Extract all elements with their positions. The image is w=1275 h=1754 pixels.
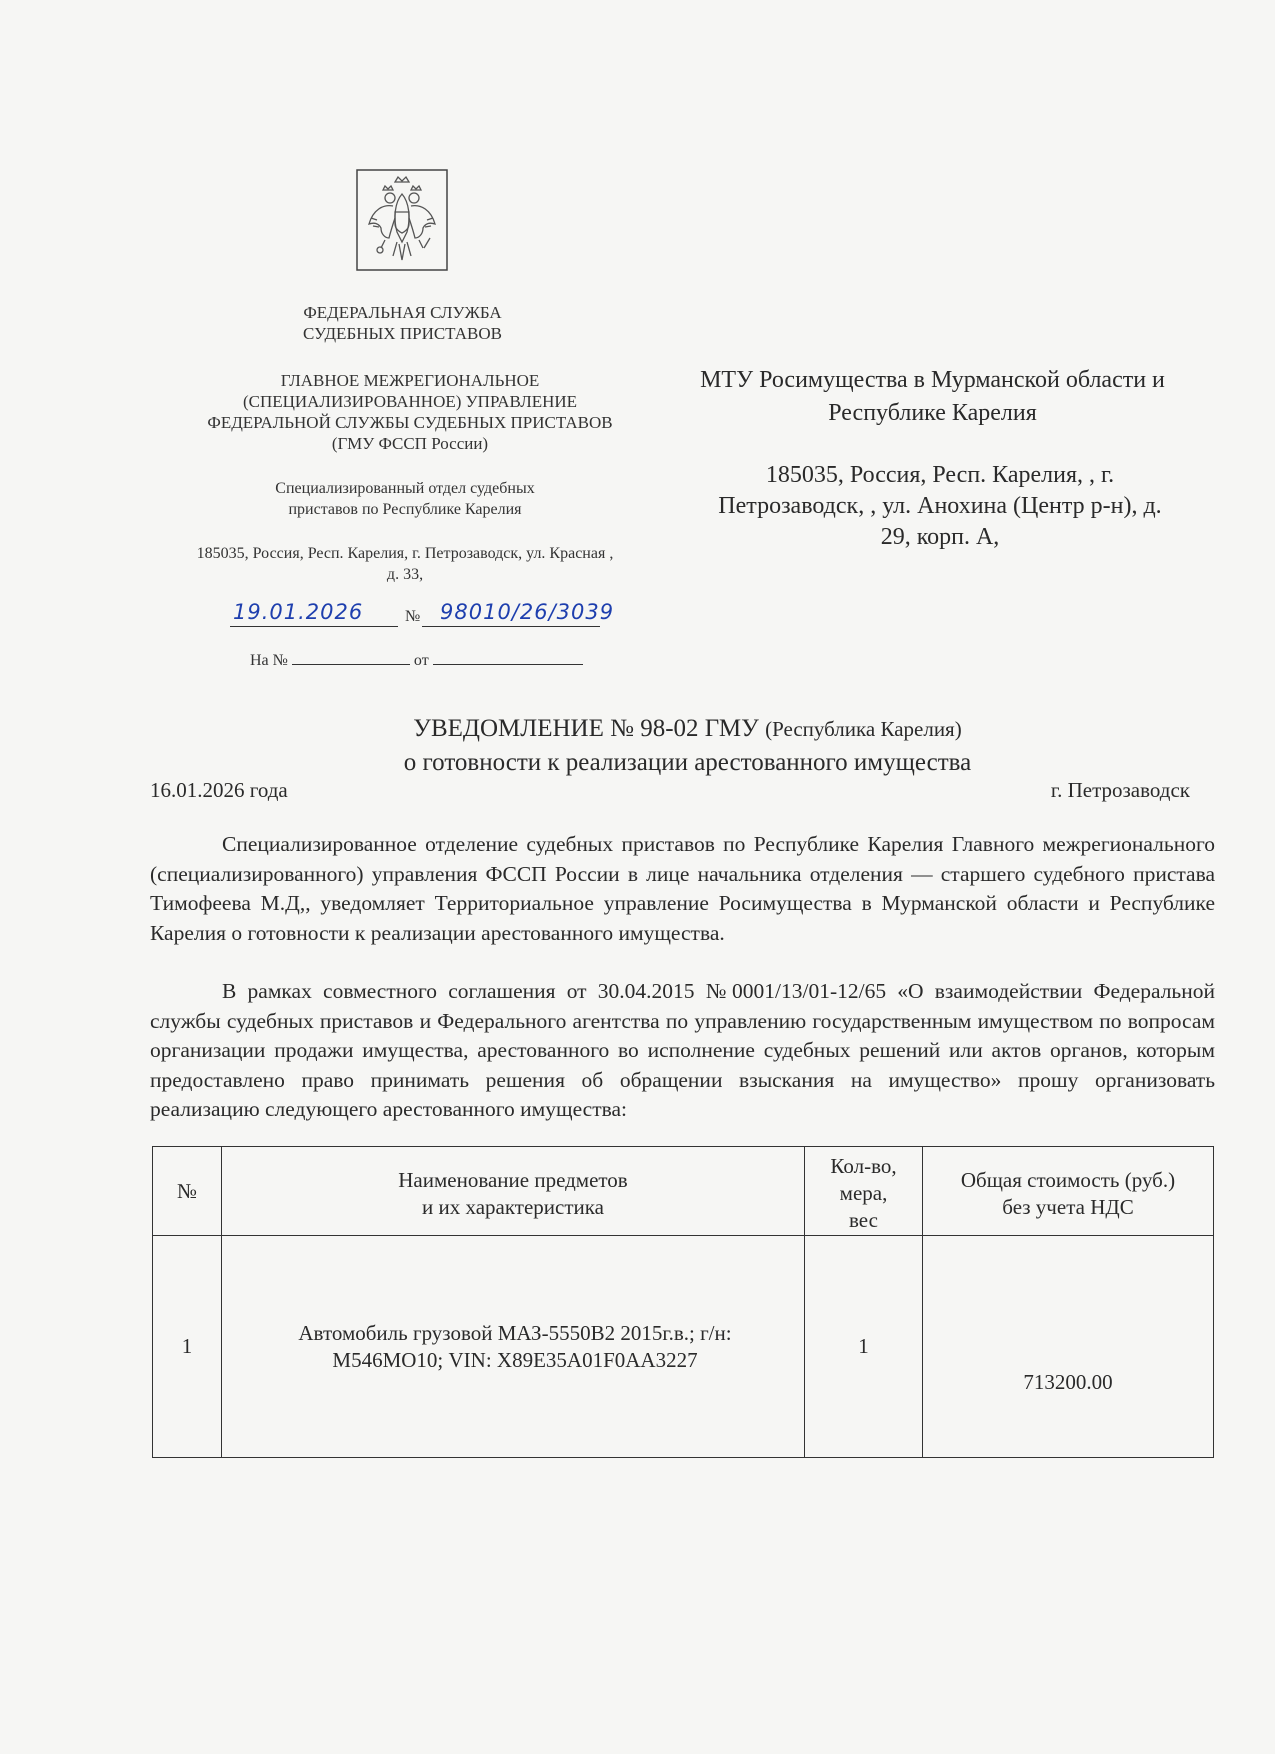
title-main: УВЕДОМЛЕНИЕ № 98-02 ГМУ xyxy=(413,715,759,742)
recipient-address-line: 185035, Россия, Респ. Карелия, , г. xyxy=(765,462,1115,488)
reference-line xyxy=(250,650,600,670)
sender-department xyxy=(230,478,580,520)
recipient-address-line: Петрозаводск, , ул. Анохина (Центр р-н), д. xyxy=(718,493,1162,519)
recipient-address-line: 29, корп. А, xyxy=(880,524,1000,550)
header-qty xyxy=(805,1147,923,1236)
header-name xyxy=(222,1147,805,1236)
table-row xyxy=(153,1236,1214,1458)
gmu-line: (СПЕЦИАЛИЗИРОВАННОЕ) УПРАВЛЕНИЕ xyxy=(242,392,578,411)
gmu-line: ФЕДЕРАЛЬНОЙ СЛУЖБЫ СУДЕБНЫХ ПРИСТАВОВ xyxy=(207,413,613,432)
recipient-name xyxy=(660,364,1205,430)
row-name-line: М546МО10; VIN: X89E35A01F0AA3227 xyxy=(332,1347,698,1372)
date-city-line xyxy=(150,778,1190,803)
document-title xyxy=(150,712,1225,780)
number-underline xyxy=(422,626,600,627)
dept-line: приставов по Республике Карелия xyxy=(288,501,522,518)
title-subtitle: о готовности к реализации арестованного имущества xyxy=(403,749,972,776)
header-num: № xyxy=(153,1147,222,1236)
recipient-line: МТУ Росимущества в Мурманской области и xyxy=(700,367,1165,393)
row-qty: 1 xyxy=(805,1236,923,1458)
items-table xyxy=(152,1146,1214,1458)
header-name-line: и их характеристика xyxy=(422,1194,604,1219)
number-label: № xyxy=(405,608,421,625)
header-cost-line: без учета НДС xyxy=(1002,1194,1134,1219)
sender-gmu xyxy=(165,370,655,454)
gmu-line: ГЛАВНОЕ МЕЖРЕГИОНАЛЬНОЕ xyxy=(280,371,540,390)
gmu-line: (ГМУ ФССП России) xyxy=(331,434,489,453)
paragraph-request: В рамках совместного соглашения от 30.04.2015 №0001/13/01-12/65 «О взаимодействии Федеральной службы судебных приставов и Федерального агентства по управлению государственным имуществом по вопросам организации продажи имущества, арестованного во исполнение судебных решений или актов органов, которым предоставлено право принимать решения об обращении взыскания на имущество» прошу организовать реализацию следующего арестованного имущества: xyxy=(150,979,1215,1121)
table-header-row xyxy=(153,1147,1214,1236)
title-region: (Республика Карелия) xyxy=(765,717,962,741)
header-cost-line: Общая стоимость (руб.) xyxy=(960,1167,1176,1192)
header-cost xyxy=(923,1147,1214,1236)
coat-of-arms-icon xyxy=(355,168,449,272)
ref-label: На № xyxy=(250,652,288,669)
from-label: от xyxy=(413,652,429,669)
header-qty-line: мера, xyxy=(839,1181,888,1205)
document-city: г. Петрозаводск xyxy=(1050,778,1190,802)
sender-address xyxy=(155,543,655,585)
dept-line: Специализированный отдел судебных xyxy=(275,480,535,497)
recipient-line: Республике Карелия xyxy=(828,400,1037,426)
paragraph-notice: Специализированное отделение судебных приставов по Республике Карелия Главного межрегионального (специализированного) управления ФССП России в лице начальника отделения — старшего судебного пристава Тимофеева М.Д,, уведомляет Территориальное управление Росимущества в Мурманской области и Республике Карелия о готовности к реализации арестованного имущества. xyxy=(150,832,1215,945)
header-qty-line: Кол-во, xyxy=(830,1154,897,1178)
agency-line: ФЕДЕРАЛЬНАЯ СЛУЖБА xyxy=(303,303,502,322)
sender-address-line: д. 33, xyxy=(386,566,424,583)
handwritten-date: 19.01.2026 xyxy=(233,600,364,624)
sender-agency xyxy=(240,302,565,344)
row-name-line: Автомобиль грузовой МАЗ-5550В2 2015г.в.; г/н: xyxy=(298,1320,732,1345)
recipient-address xyxy=(680,460,1200,553)
agency-line: СУДЕБНЫХ ПРИСТАВОВ xyxy=(303,324,502,343)
row-name xyxy=(222,1236,805,1458)
registration-line xyxy=(230,600,670,630)
document-date: 16.01.2026 года xyxy=(150,778,288,802)
date-underline xyxy=(230,626,398,627)
header-qty-line: вес xyxy=(849,1208,878,1232)
ref-blank xyxy=(292,650,410,665)
from-blank xyxy=(433,650,583,665)
header-name-line: Наименование предметов xyxy=(398,1167,628,1192)
sender-address-line: 185035, Россия, Респ. Карелия, г. Петрозаводск, ул. Красная , xyxy=(196,545,614,562)
row-cost: 713200.00 xyxy=(923,1236,1214,1458)
handwritten-number: 98010/26/3039 xyxy=(440,600,615,624)
row-num: 1 xyxy=(153,1236,222,1458)
